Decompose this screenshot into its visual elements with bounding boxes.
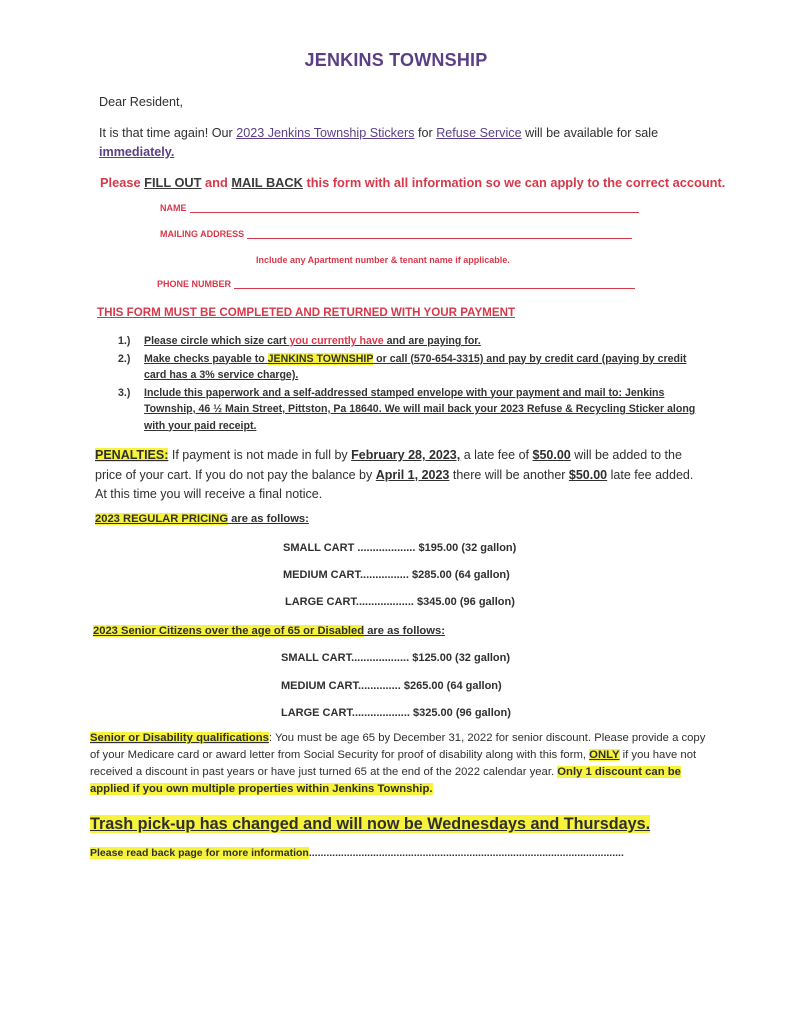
cart-label: LARGE CART................... <box>281 707 410 719</box>
instruction-text-2: and <box>201 175 232 190</box>
mailing-address-field[interactable] <box>160 229 632 239</box>
step-number: 1.) <box>118 335 131 347</box>
cart-size: (64 gallon) <box>454 569 510 581</box>
first-late-fee: $50.00 <box>532 448 571 462</box>
senior-pricing-highlight: 2023 Senior Citizens over the age of 65 or Disabled <box>93 625 365 637</box>
step-text: Make checks payable to <box>144 352 268 365</box>
list-item <box>118 333 703 350</box>
cart-price: $345.00 <box>417 596 457 608</box>
qualifications-label: Senior or Disability qualifications <box>90 732 269 744</box>
phone-number-field[interactable] <box>157 279 635 289</box>
qualifications-text: : You must be age 65 by December 31, 2022 for senior discount. Please provide a copy of your Medicare card or award letter from Social Security for proof of disability along with this form, <box>90 732 706 761</box>
price-row-regular-medium <box>283 569 510 581</box>
second-deadline: April 1, 2023 <box>375 467 450 482</box>
cart-label: MEDIUM CART................ <box>283 569 409 581</box>
step-text: Please circle which size cart <box>144 335 290 347</box>
cart-price: $125.00 <box>412 652 452 664</box>
penalties-label: PENALTIES: <box>95 448 169 462</box>
intro-paragraph <box>99 124 719 162</box>
regular-pricing-heading <box>95 513 309 525</box>
regular-pricing-rest: are as follows: <box>228 513 309 525</box>
one-discount-highlight: Only 1 discount can be applied <box>90 766 681 795</box>
step-number: 3.) <box>118 386 131 399</box>
cart-label: MEDIUM CART.............. <box>281 680 401 692</box>
trash-pickup-notice <box>90 815 650 834</box>
first-deadline: February 28, 2023, <box>351 448 461 462</box>
leader-dots: ............................................................................................................ <box>308 847 624 859</box>
price-row-regular-large <box>285 596 515 608</box>
regular-pricing-highlight: 2023 REGULAR PRICING <box>95 513 229 525</box>
list-item <box>118 351 703 384</box>
payee-highlight: JENKINS TOWNSHIP <box>267 352 374 365</box>
step-text: Include this paperwork and a self-addressed stamped envelope with your payment and mail to: Jenkins Township, 46 ½ Main Street, Pittston, Pa 18640. We will mail back your 2023 Refuse & Recycling Sticker along with your paid receipt. <box>144 386 696 432</box>
trash-pickup-text: Trash pick-up has changed and will now be Wednesdays and Thursdays. <box>90 815 651 833</box>
penalties-text: there will be another <box>449 467 569 482</box>
penalties-text: a late fee of <box>460 448 533 462</box>
intro-text-2: for <box>414 126 437 140</box>
only-emphasis: ONLY <box>589 749 620 761</box>
price-row-regular-small <box>283 542 516 554</box>
name-field[interactable] <box>160 203 639 213</box>
price-row-senior-medium <box>281 680 502 692</box>
immediately-text: immediately. <box>99 145 175 159</box>
senior-pricing-rest: are as follows: <box>364 625 445 637</box>
penalties-text: will be added to the price of your cart. If you do not pay the balance by <box>95 448 682 482</box>
penalties-text: late fee added. At this time you will receive a final notice. <box>95 467 694 501</box>
cart-price: $265.00 <box>403 680 444 692</box>
cart-label: LARGE CART................... <box>285 596 414 608</box>
refuse-service-link: Refuse Service <box>436 126 522 140</box>
multiple-properties-highlight: if you own multiple properties within Jenkins Township. <box>129 783 433 795</box>
instruction-text-1: Please <box>100 175 145 190</box>
fill-out-instruction <box>100 175 725 190</box>
instruction-text-3: this form with all information so we can apply to the correct account. <box>302 175 726 190</box>
stickers-link: 2023 Jenkins Township Stickers <box>236 126 415 140</box>
price-row-senior-large <box>281 707 511 719</box>
step-highlight-red: you currently have <box>289 335 384 347</box>
intro-text-3: will be available for sale <box>521 126 659 140</box>
price-row-senior-small <box>281 652 510 664</box>
phone-number-input-line[interactable] <box>234 287 635 289</box>
page-title: JENKINS TOWNSHIP <box>304 50 488 70</box>
cart-size: (96 gallon) <box>455 707 511 719</box>
cart-price: $285.00 <box>411 569 452 581</box>
cart-price: $195.00 <box>418 542 459 554</box>
phone-number-label: PHONE NUMBER <box>157 279 232 289</box>
penalties-paragraph <box>95 446 705 505</box>
penalties-text: If payment is not made in full by <box>168 448 352 462</box>
steps-list <box>118 333 703 435</box>
step-text: or call (570-654-3315) and pay by credit card (paying by credit card has a 3% service charge). <box>144 352 687 381</box>
read-back-page-note <box>90 847 624 859</box>
greeting: Dear Resident, <box>99 95 183 109</box>
second-late-fee: $50.00 <box>568 467 608 482</box>
fill-out-text: FILL OUT <box>144 175 202 190</box>
qualifications-text: if you have not received a discount in past years or have just turned 65 at the end of the 2022 calendar year. <box>90 749 697 778</box>
cart-price: $325.00 <box>413 707 453 719</box>
must-complete-heading: THIS FORM MUST BE COMPLETED AND RETURNED WITH YOUR PAYMENT <box>97 306 516 319</box>
cart-size: (32 gallon) <box>461 542 517 554</box>
step-number: 2.) <box>118 352 131 365</box>
cart-label: SMALL CART................... <box>281 652 410 664</box>
read-back-text: Please read back page for more information <box>90 847 309 859</box>
mail-back-text: MAIL BACK <box>231 175 303 190</box>
intro-text-1: It is that time again! Our <box>99 126 237 140</box>
senior-pricing-heading <box>93 625 445 637</box>
cart-label: SMALL CART ................... <box>283 542 416 554</box>
qualifications-paragraph <box>90 730 710 798</box>
name-label: NAME <box>160 203 187 213</box>
cart-size: (64 gallon) <box>446 680 502 692</box>
step-text: and are paying for. <box>383 335 481 347</box>
address-note: Include any Apartment number & tenant name if applicable. <box>256 255 510 265</box>
mailing-address-input-line[interactable] <box>247 237 632 239</box>
cart-size: (96 gallon) <box>459 596 515 608</box>
list-item <box>118 385 703 435</box>
mailing-address-label: MAILING ADDRESS <box>160 229 245 239</box>
name-input-line[interactable] <box>190 211 639 213</box>
cart-size: (32 gallon) <box>455 652 511 664</box>
